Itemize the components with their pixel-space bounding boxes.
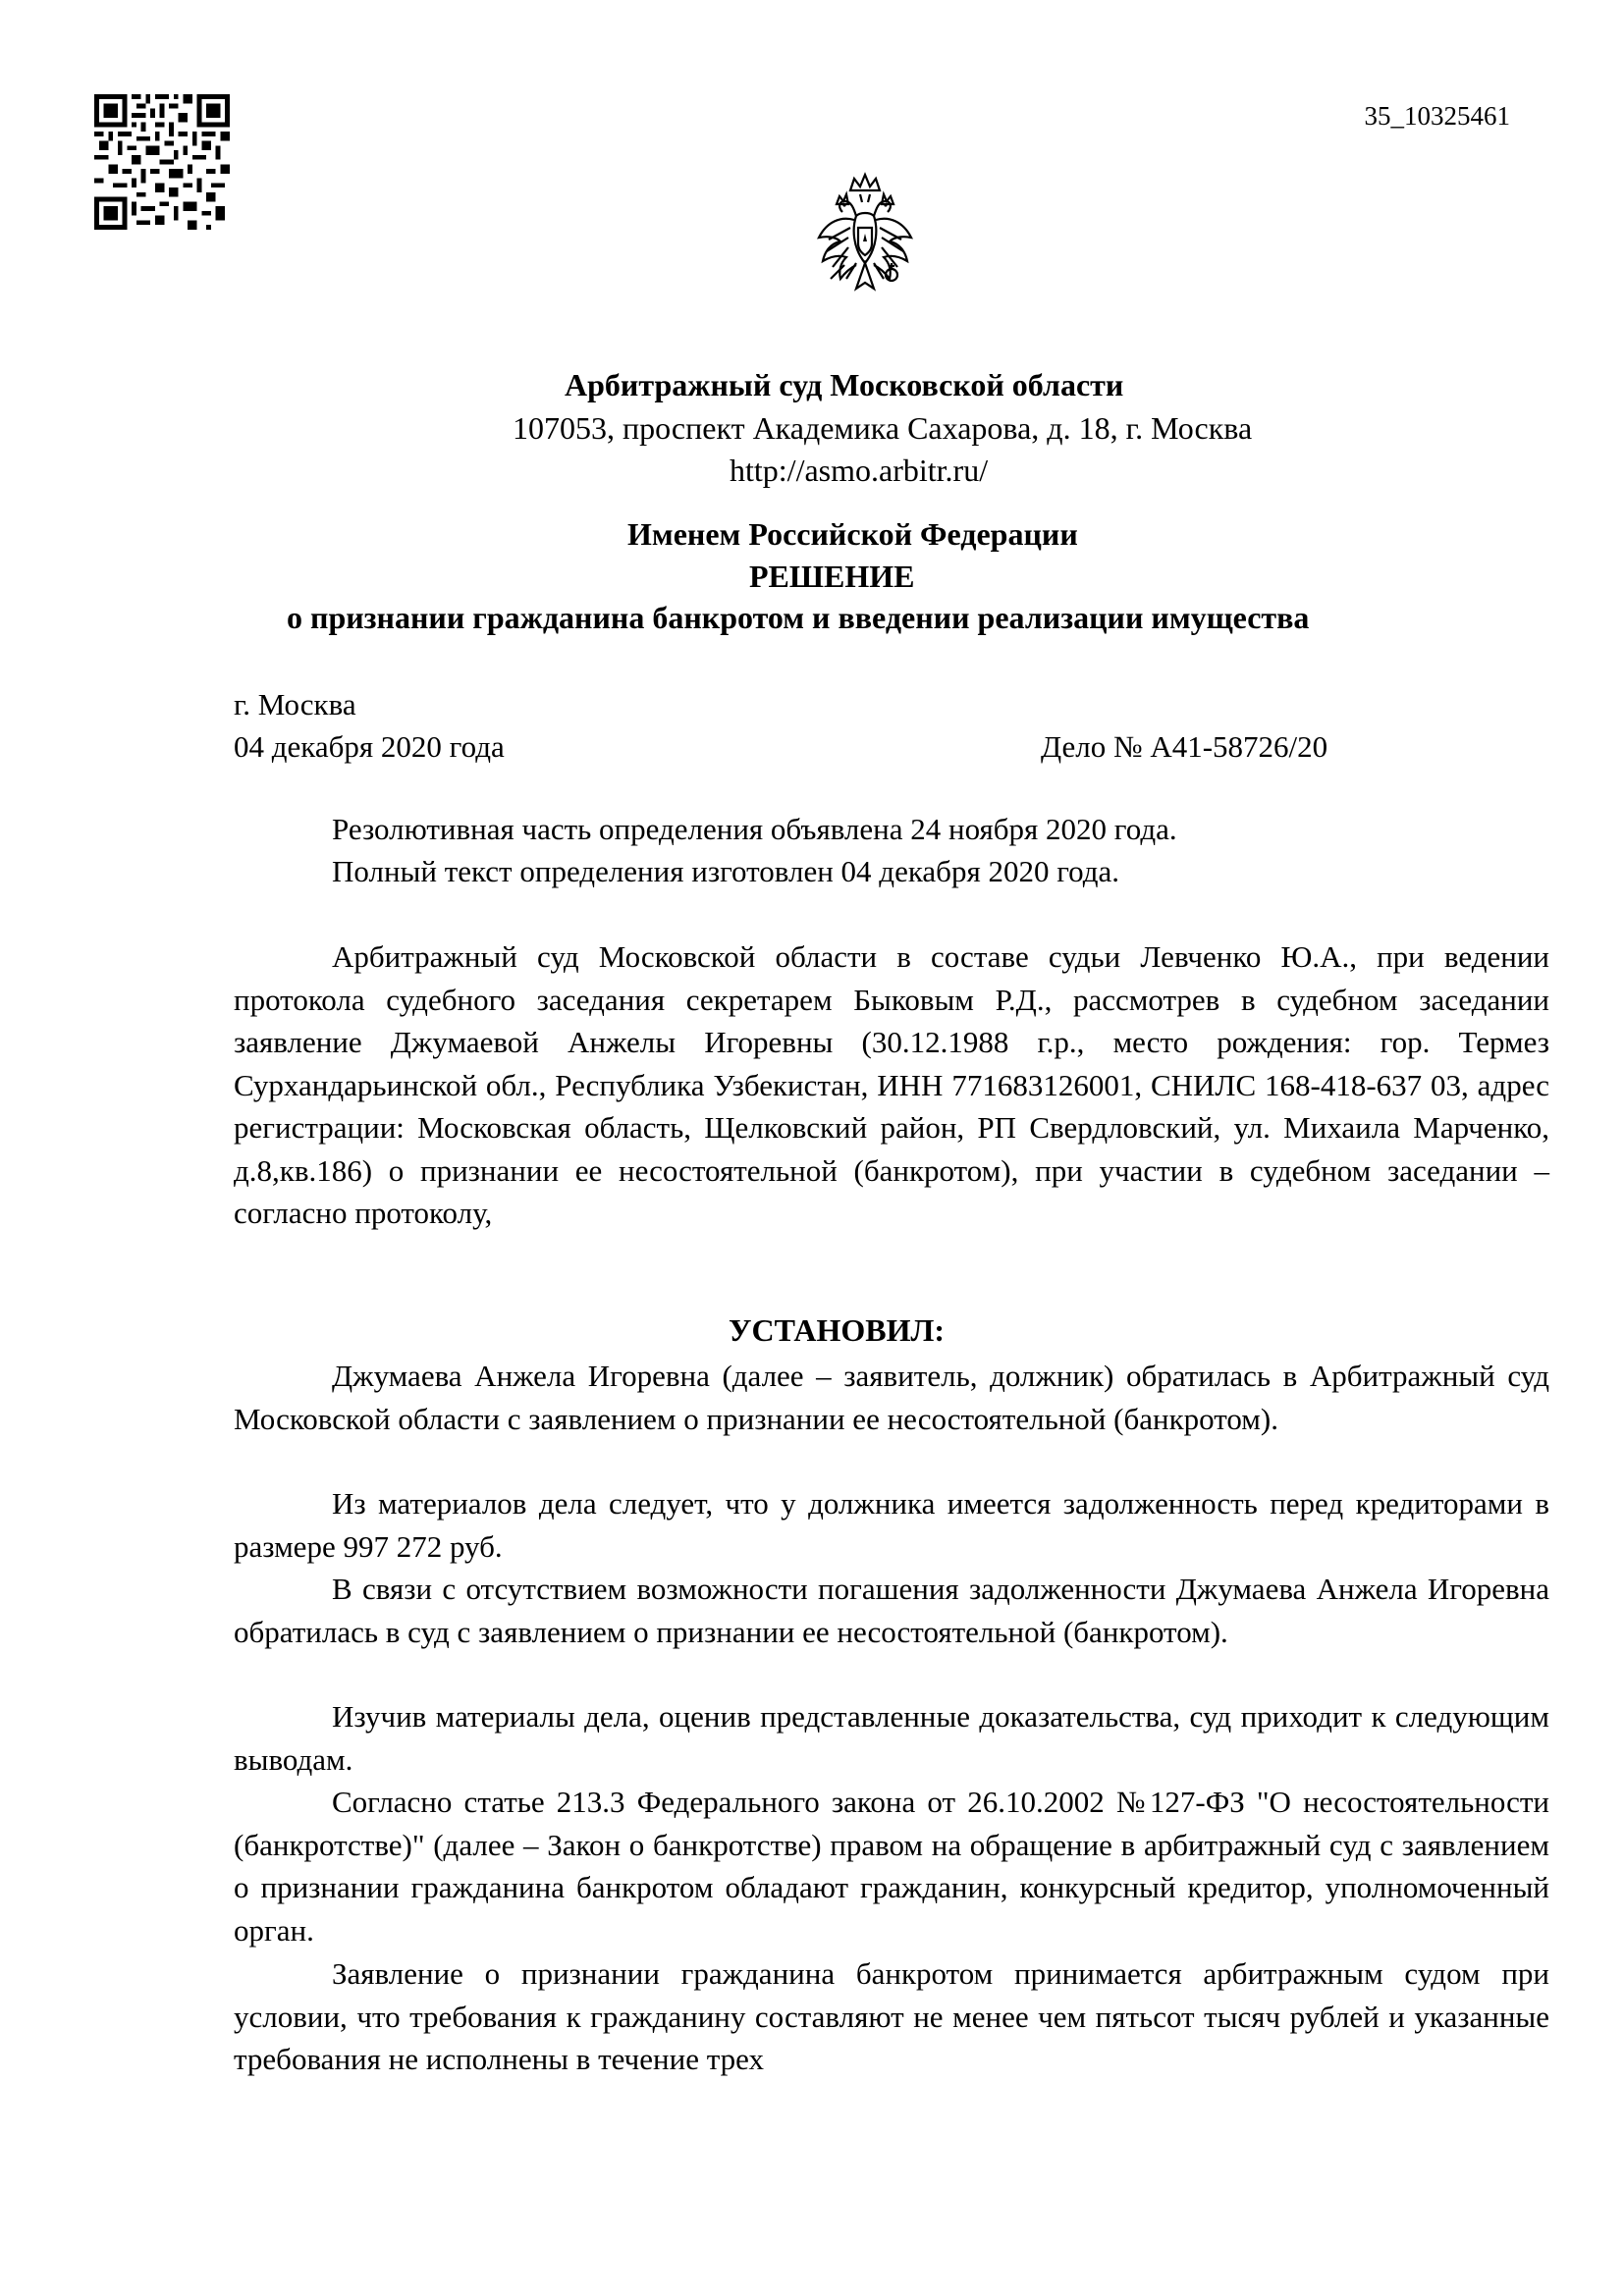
decision-title: РЕШЕНИЕ	[749, 559, 915, 594]
body-paragraph: Из материалов дела следует, что у должника имеется задолженность перед кредиторами в размере 997 272 руб.	[234, 1486, 1549, 1564]
body-paragraph: Заявление о признании гражданина банкротом принимается арбитражным судом при условии, что требования к гражданину составляют не менее чем пятьсот тысяч рублей и указанные требования не исполнены в течение трех	[234, 1956, 1549, 2076]
court-website-link[interactable]: http://asmo.arbitr.ru/	[730, 453, 989, 488]
established-heading: УСТАНОВИЛ:	[729, 1312, 945, 1348]
full-text-made-text: Полный текст определения изготовлен 04 декабря 2020 года.	[332, 854, 1120, 888]
case-number: Дело № А41-58726/20	[1041, 729, 1328, 764]
in-the-name-heading: Именем Российской Федерации	[627, 516, 1078, 552]
decision-subject: о признании гражданина банкротом и введении реализации имущества	[287, 600, 1310, 635]
court-name: Арбитражный суд Московской области	[565, 367, 1124, 402]
court-address: 107053, проспект Академика Сахарова, д. 18, г. Москва	[513, 410, 1253, 446]
body-paragraph: Согласно статье 213.3 Федерального закона от 26.10.2002 №127-ФЗ "О несостоятельности (банкротстве)" (далее – Закон о банкротстве) правом на обращение в арбитражный суд с заявлением о признании гражданина банкротом обладают гражданин, конкурсный кредитор, уполномоченный орган.	[234, 1785, 1549, 1948]
document-number: 35_10325461	[1364, 101, 1510, 131]
coat-of-arms-emblem	[811, 169, 919, 316]
body-paragraph: Изучив материалы дела, оценив представленные доказательства, суд приходит к следующим выводам.	[234, 1699, 1549, 1777]
city: г. Москва	[234, 687, 356, 721]
qr-code	[94, 94, 230, 230]
body-paragraph: Джумаева Анжела Игоревна (далее – заявитель, должник) обратилась в Арбитражный суд Московской области с заявлением о признании ее несостоятельной (банкротом).	[234, 1359, 1549, 1436]
decision-date: 04 декабря 2020 года	[234, 729, 505, 764]
resolution-announced-text: Резолютивная часть определения объявлена 24 ноября 2020 года.	[332, 812, 1177, 846]
intro-paragraph: Арбитражный суд Московской области в составе судьи Левченко Ю.А., при ведении протокола судебного заседания секретарем Быковым Р.Д., рассмотрев в судебном заседании заявление Джумаевой Анжелы Игоревны (30.12.1988 г.р., место рождения: гор. Термез Сурхандарьинской обл., Республика Узбекистан, ИНН 771683126001, СНИЛС 168-418-637 03, адрес регистрации: Московская область, Щелковский район, РП Свердловский, ул. Михаила Марченко, д.8,кв.186) о признании ее несостоятельной (банкротом), при участии в судебном заседании – согласно протоколу,	[234, 939, 1549, 1230]
body-paragraph: В связи с отсутствием возможности погашения задолженности Джумаева Анжела Игоревна обратилась в суд с заявлением о признании ее несостоятельной (банкротом).	[234, 1572, 1549, 1649]
